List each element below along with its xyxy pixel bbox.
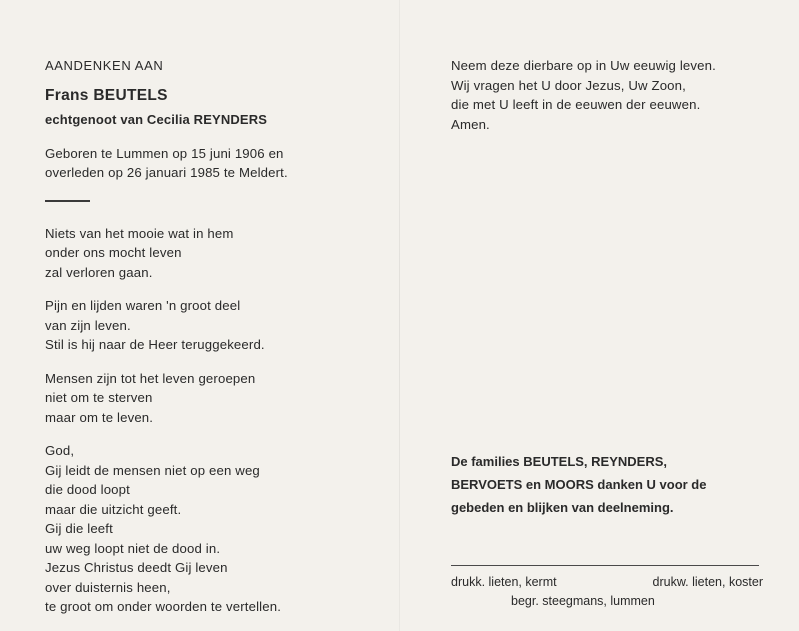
verse-1 xyxy=(45,224,375,283)
verse-line: Mensen zijn tot het leven geroepen xyxy=(45,370,256,386)
deceased-name: Frans BEUTELS xyxy=(45,86,168,104)
verse-line: Niets van het mooie wat in hem xyxy=(45,225,234,241)
verse-line: onder ons mocht leven xyxy=(45,245,182,260)
prayer-line: Jezus Christus deedt Gij leven xyxy=(45,560,228,575)
thanks-line: BERVOETS en MOORS danken U voor de xyxy=(451,477,707,492)
printer-left: drukk. lieten, kermt xyxy=(451,575,557,589)
prayer-line: Gij leidt de mensen niet op een weg xyxy=(45,462,260,478)
printer-row xyxy=(451,573,763,592)
prayer-end-line: die met U leeft in de eeuwen der eeuwen. xyxy=(451,97,701,112)
separator-dash xyxy=(45,200,90,202)
prayer xyxy=(45,441,375,617)
thanks-line: De families BEUTELS, REYNDERS, xyxy=(451,454,667,469)
card-heading: AANDENKEN AAN xyxy=(45,58,164,73)
verse-line: zal verloren gaan. xyxy=(45,264,153,280)
prayer-end-line: Wij vragen het U door Jezus, Uw Zoon, xyxy=(451,77,686,93)
birth-line: Geboren te Lummen op 15 juni 1906 en xyxy=(45,145,284,161)
verse-3 xyxy=(45,369,375,428)
death-line: overleden op 26 januari 1985 te Meldert. xyxy=(45,165,288,180)
prayer-line: maar die uitzicht geeft. xyxy=(45,501,182,517)
prayer-line: die dood loopt xyxy=(45,482,130,497)
birth-death-info xyxy=(45,144,375,183)
printer-divider xyxy=(451,565,759,566)
fold-line xyxy=(399,0,400,631)
prayer-line: uw weg loopt niet de dood in. xyxy=(45,540,221,556)
family-thanks xyxy=(451,450,771,519)
verse-line: Stil is hij naar de Heer teruggekeerd. xyxy=(45,337,265,352)
prayer-line: God, xyxy=(45,443,75,458)
verse-line: Pijn en lijden waren 'n groot deel xyxy=(45,298,241,313)
prayer-line: over duisternis heen, xyxy=(45,579,171,595)
verse-line: niet om te sterven xyxy=(45,390,153,405)
prayer-line: te groot om onder woorden te vertellen. xyxy=(45,599,282,614)
spouse-line: echtgenoot van Cecilia REYNDERS xyxy=(45,112,268,127)
undertaker-credit: begr. steegmans, lummen xyxy=(511,594,655,608)
prayer-line: Gij die leeft xyxy=(45,521,113,536)
verse-line: van zijn leven. xyxy=(45,317,131,333)
prayer-end-line: Neem deze dierbare op in Uw eeuwig leven. xyxy=(451,58,716,73)
verse-2 xyxy=(45,296,375,355)
right-panel-prayer xyxy=(451,56,771,134)
prayer-end-line: Amen. xyxy=(451,116,490,132)
printer-right: drukw. lieten, koster xyxy=(652,575,763,589)
printer-credits xyxy=(451,573,771,611)
thanks-line: gebeden en blijken van deelneming. xyxy=(451,500,674,515)
left-panel xyxy=(45,56,375,617)
verse-line: maar om te leven. xyxy=(45,409,154,425)
